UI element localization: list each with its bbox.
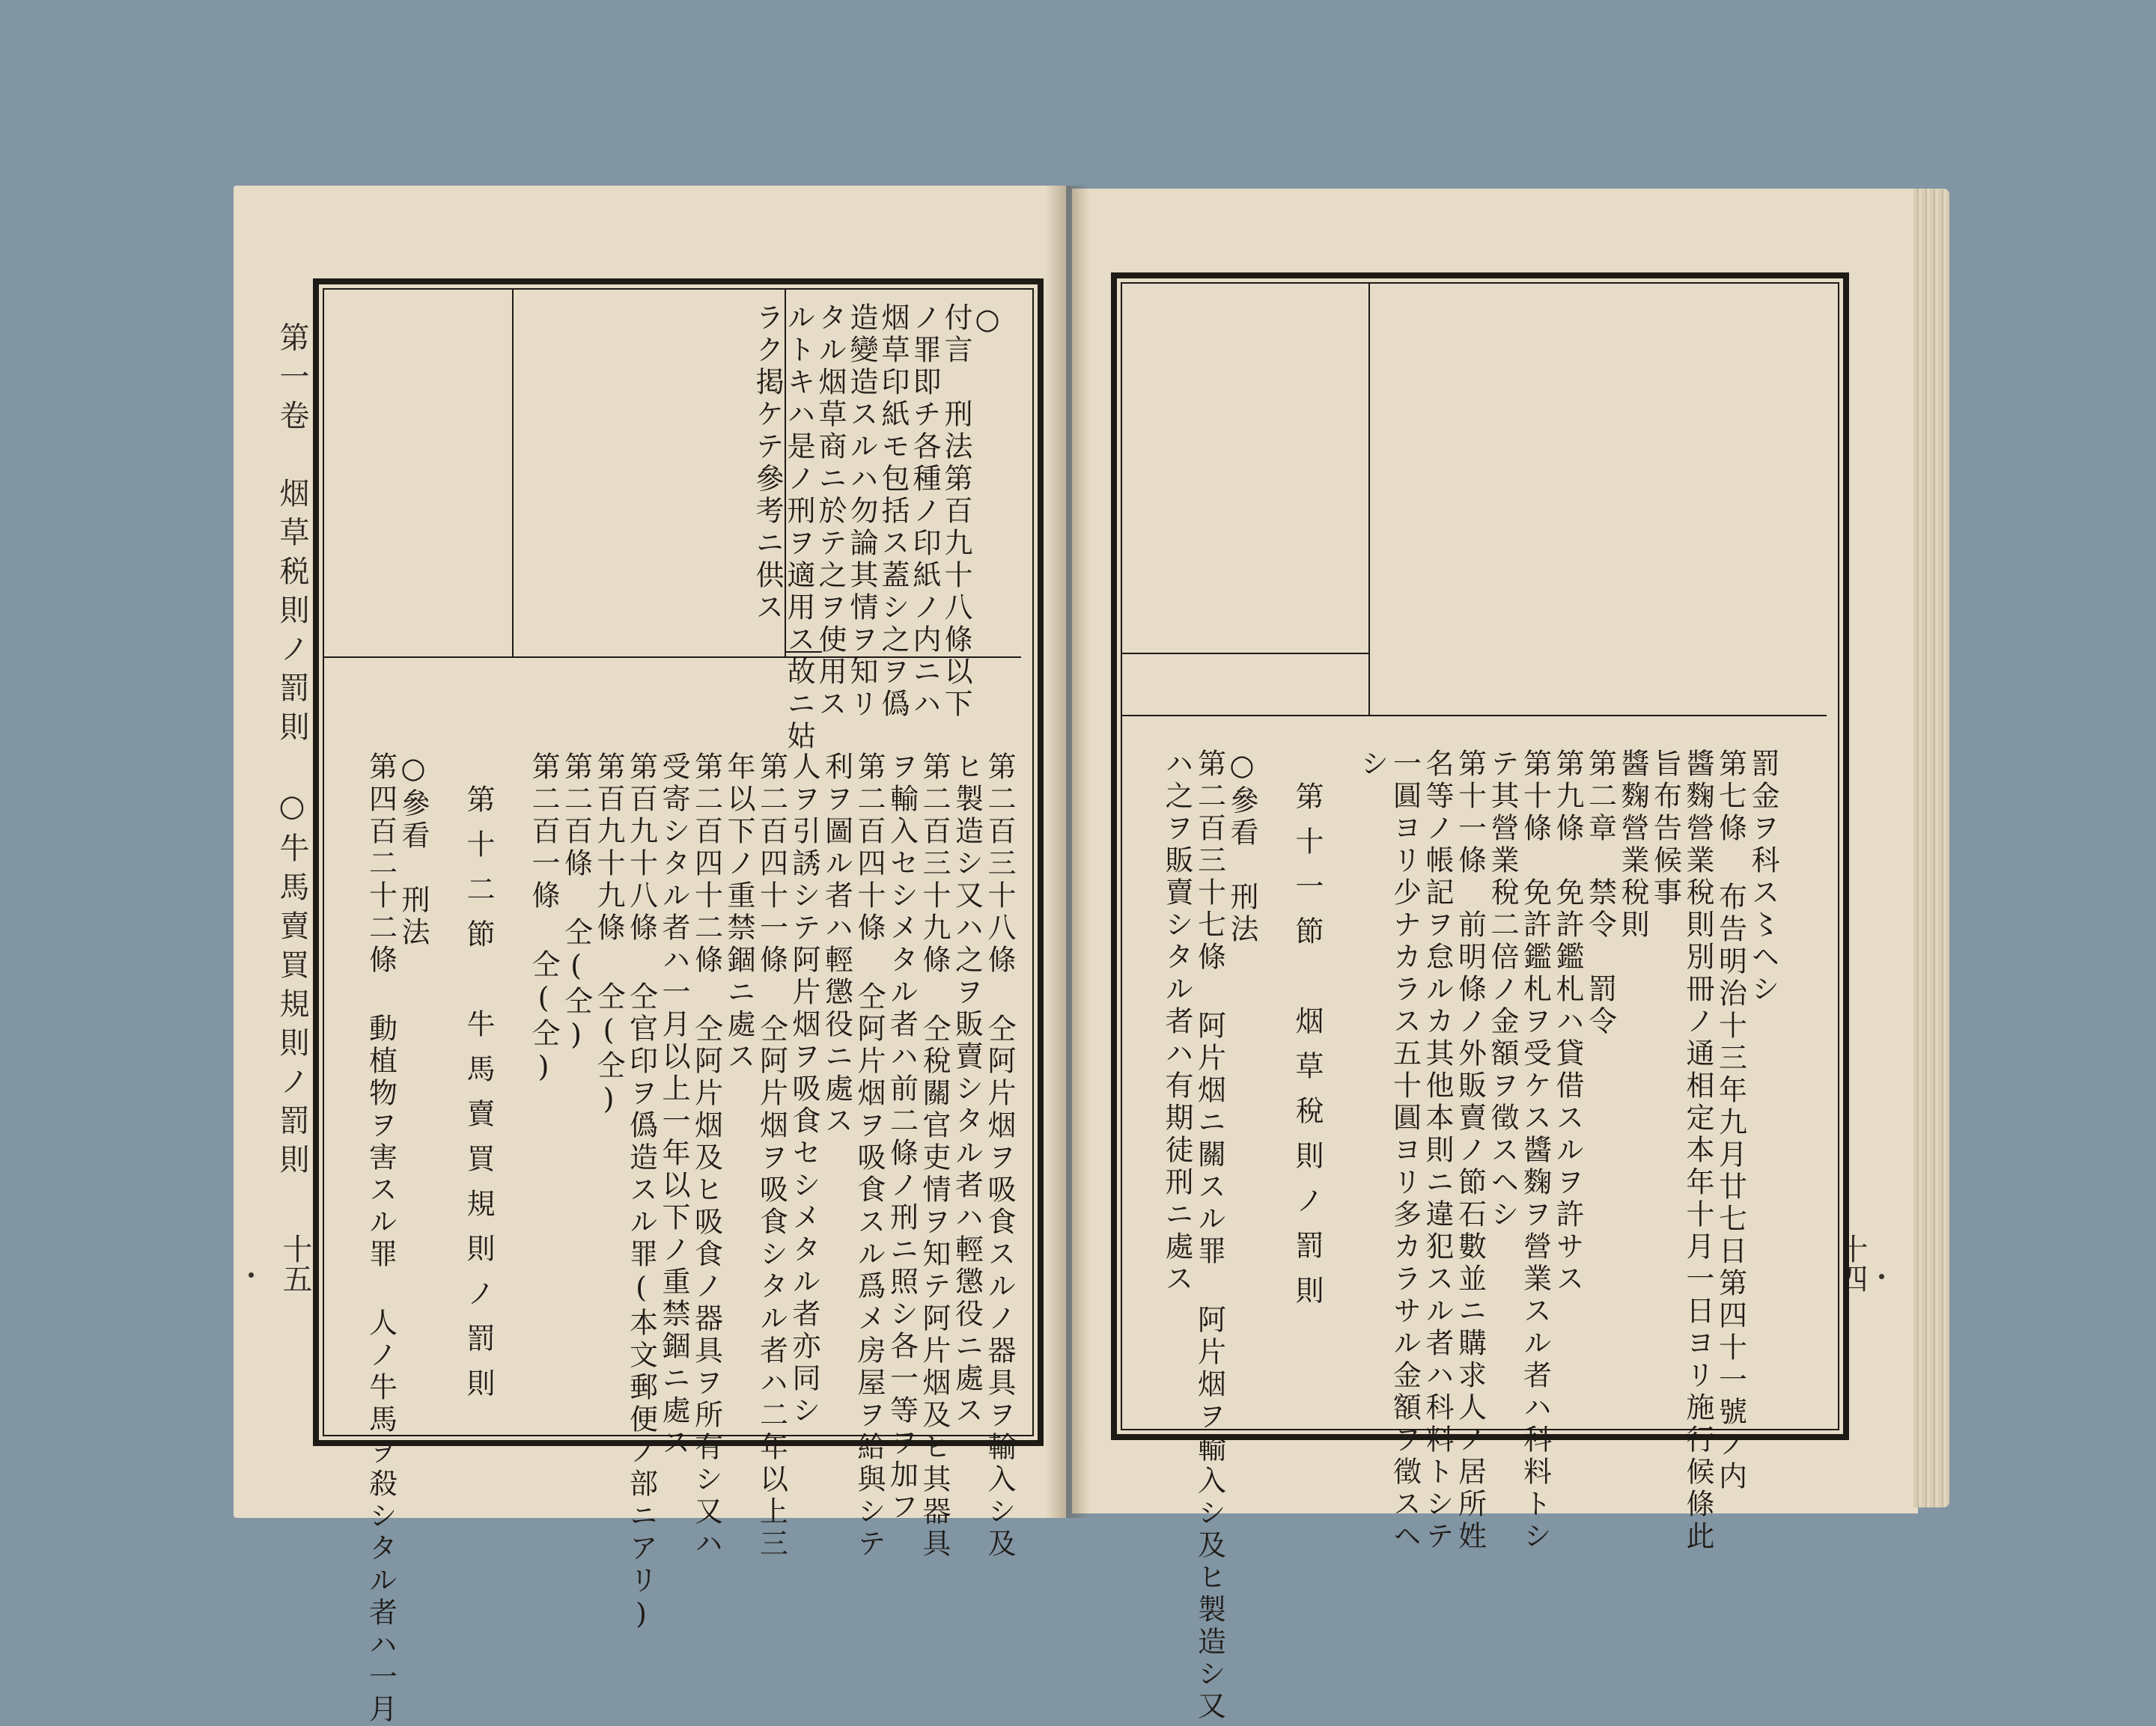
page-mark-right	[1879, 1274, 1884, 1279]
text-column: 年以下ノ重禁錮ニ處ス	[722, 751, 755, 1073]
note-column: 造變造スルハ勿論其情ヲ知リ	[845, 302, 878, 721]
text-column: 第二百一條 仝(仝)	[527, 751, 560, 1087]
text-column: 第二百四十條 仝阿片烟ヲ吸食スル爲メ房屋ヲ給與シテ	[853, 751, 886, 1561]
text-column: 第二章 禁令 罰令	[1583, 748, 1617, 1038]
text-column: 第百九十八條 仝官印ヲ僞造スル罪(本文郵便ノ部ニアリ)	[624, 751, 658, 1634]
text-column: ヒ製造シ又ハ之ヲ販賣シタル者ハ輕懲役ニ處ス	[950, 751, 984, 1427]
note-column: ノ罪即チ各種ノ印紙ノ内ニハ	[908, 302, 941, 721]
text-column: 受寄シタル者ハ一月以上一年以下ノ重禁錮ニ處ス	[657, 751, 690, 1460]
text-column: 人ヲ引誘シテ阿片烟ヲ吸食セシメタル者亦同シ	[788, 751, 820, 1427]
text-column: 第二百四十一條 仝阿片烟ヲ吸食シタル者ハ二年以上三	[755, 751, 788, 1561]
text-column: 第二百三十七條 阿片烟ニ關スル罪 阿片烟ヲ輸入シ及ヒ製造シ又	[1193, 748, 1226, 1723]
text-column: テ其營業稅二倍ノ金額ヲ徵スヘシ	[1486, 748, 1519, 1231]
frame-divider-right-short	[1121, 653, 1368, 654]
note-column: ○	[971, 302, 1004, 339]
page-mark-left	[249, 1272, 254, 1278]
text-column: 第四百二十二條 動植物ヲ害スル罪 人ノ牛馬ヲ殺シタル者ハ一月	[364, 751, 398, 1726]
text-column: 第十一條 前明條ノ外販賣ノ節石數並ニ購求人ノ居所姓	[1453, 748, 1487, 1553]
text-column: 第二百三十八條 仝阿片烟ヲ吸食スルノ器具ヲ輸入シ及	[983, 751, 1016, 1561]
text-column: 第九條 免許鑑札ハ貸借スルヲ許サス	[1551, 748, 1584, 1296]
note-column: 烟草印紙モ包括ス蓋シ之ヲ僞	[877, 302, 910, 721]
note-column: ルトキハ是ノ刑ヲ適用ス故ニ姑	[782, 302, 815, 753]
text-column: 第七條 布告明治十三年九月廿七日第四十一號ノ内	[1714, 748, 1747, 1493]
book-gutter	[1045, 186, 1090, 1518]
text-column: 旨布告候事	[1648, 748, 1682, 909]
note-column: タル烟草商ニ於テ之ヲ使用ス	[814, 302, 847, 721]
section-heading: 第十一節 烟草稅則ノ罰則	[1291, 781, 1324, 1320]
frame-column-rule	[512, 289, 514, 657]
page-edges	[1913, 189, 1949, 1507]
page-number-left: 十五	[278, 1233, 312, 1293]
frame-column-rule	[1368, 283, 1370, 716]
note-column: ラク掲ケテ參考ニ供ス	[751, 302, 784, 624]
text-column: 利ヲ圖ル者ハ輕懲役ニ處ス	[820, 751, 853, 1138]
text-column: 醬麴營業稅則	[1616, 748, 1649, 942]
text-column: 第二百條 仝(仝)	[559, 751, 593, 1055]
note-column: 付言 刑法第百九十八條以下	[940, 302, 972, 721]
text-column: 名等ノ帳記ヲ怠ルカ其他本則ニ違犯スル者ハ科料トシテ	[1421, 748, 1454, 1553]
text-column: ○參看 刑法	[397, 751, 430, 949]
text-column: 醬麴營業稅則別冊ノ通相定本年十月一日ヨリ施行候條此	[1681, 748, 1714, 1553]
text-column: ハ之ヲ販賣シタル者ハ有期徒刑ニ處ス	[1160, 748, 1193, 1296]
text-column: シ	[1356, 748, 1389, 781]
frame-divider-right	[1121, 715, 1827, 716]
text-column: ○參看 刑法	[1225, 748, 1258, 946]
text-column: 第十條 免許鑑札ヲ受ケス醬麴ヲ營業スル者ハ科料トシ	[1518, 748, 1552, 1553]
text-column: 第百九十九條 仝(仝)	[592, 751, 625, 1119]
text-column: 一圓ヨリ少ナカラス五十圓ヨリ多カラサル金額ヲ徵スヘ	[1388, 748, 1422, 1553]
text-column: ヲ輸入セシメタル者ハ前二條ノ刑ニ照シ各一等ヲ加フ	[885, 751, 919, 1524]
text-column: 第二百三十九條 仝稅關官吏情ヲ知テ阿片烟及ヒ其器具	[918, 751, 951, 1561]
running-head-left: 第一卷 烟草税則ノ罰則 ○牛馬賣買規則ノ罰則	[275, 322, 309, 1183]
section-heading: 第十二節 牛馬賣買規則ノ罰則	[462, 784, 495, 1413]
text-column: 罰金ヲ科ス〻ヘシ	[1747, 748, 1779, 1006]
page-number-right: 十四	[1833, 1233, 1868, 1293]
text-column: 第二百四十二條 仝阿片烟及ヒ吸食ノ器具ヲ所有シ又ハ	[689, 751, 723, 1561]
